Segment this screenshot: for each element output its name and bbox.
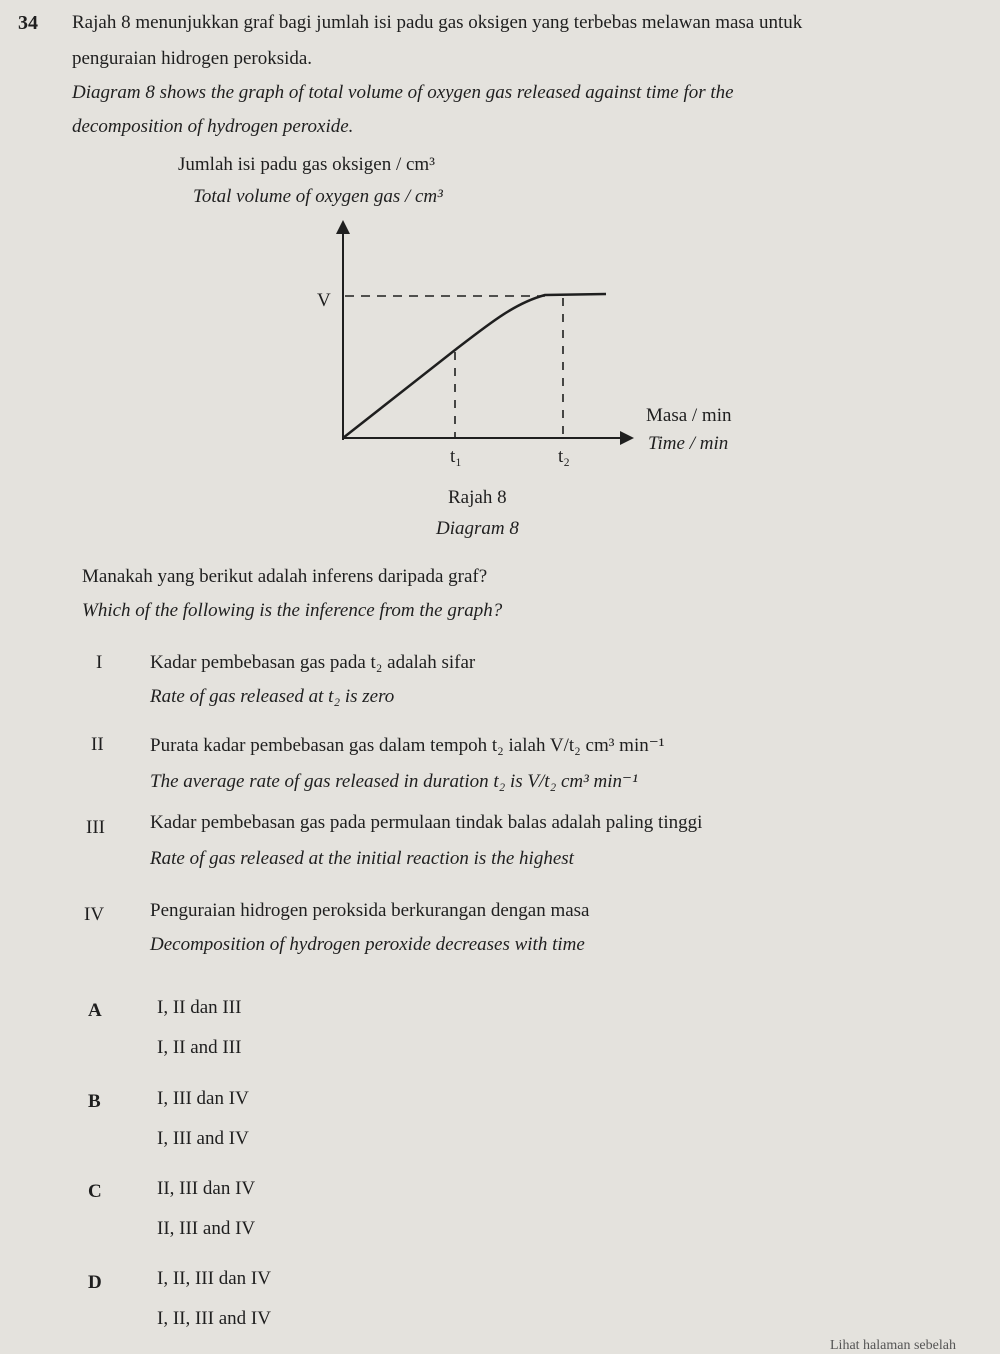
statement-en: Decomposition of hydrogen peroxide decreases with time <box>150 934 585 955</box>
prompt-ms: Manakah yang berikut adalah inferens daripada graf? <box>82 566 488 587</box>
footer-note: Lihat halaman sebelah <box>830 1338 956 1353</box>
y-axis-label-en: Total volume of oxygen gas / cm³ <box>193 186 443 207</box>
statement-ms: Penguraian hidrogen peroksida berkurangan dengan masa <box>150 900 590 921</box>
intro-ms-line1: Rajah 8 menunjukkan graf bagi jumlah isi padu gas oksigen yang terbebas melawan masa untuk <box>72 12 803 33</box>
option-letter-a: A <box>88 1000 102 1021</box>
y-axis-label-ms: Jumlah isi padu gas oksigen / cm³ <box>178 154 435 175</box>
statement-numeral: IV <box>84 904 105 925</box>
statement-numeral: I <box>96 652 103 673</box>
statement-en: The average rate of gas released in duration t₂ is V/t₂ cm³ min⁻¹ <box>150 771 638 792</box>
option-b-ms[interactable]: I, III dan IV <box>157 1088 249 1109</box>
diagram-caption-ms: Rajah 8 <box>448 487 507 508</box>
option-a-ms[interactable]: I, II dan III <box>157 997 242 1018</box>
statement-ms: Purata kadar pembebasan gas dalam tempoh t₂ ialah V/t₂ cm³ min⁻¹ <box>150 735 665 756</box>
option-letter-c: C <box>88 1181 102 1202</box>
option-c-ms[interactable]: II, III dan IV <box>157 1178 256 1199</box>
prompt-en: Which of the following is the inference from the graph? <box>82 600 503 621</box>
option-c-en[interactable]: II, III and IV <box>157 1218 256 1239</box>
statement-numeral: II <box>91 734 104 755</box>
t2-label: t₂ <box>558 446 570 467</box>
statement-numeral: III <box>86 817 105 838</box>
question-number: 34 <box>18 12 38 34</box>
intro-ms-line2: penguraian hidrogen peroksida. <box>72 48 313 69</box>
intro-en-line2: decomposition of hydrogen peroxide. <box>72 116 354 137</box>
option-letter-b: B <box>88 1091 101 1112</box>
option-a-en[interactable]: I, II and III <box>157 1037 242 1058</box>
statement-en: Rate of gas released at the initial reaction is the highest <box>150 848 574 869</box>
volume-time-graph <box>0 0 1000 500</box>
volume-curve <box>343 294 606 438</box>
v-label: V <box>317 290 331 311</box>
option-b-en[interactable]: I, III and IV <box>157 1128 249 1149</box>
intro-en-line1: Diagram 8 shows the graph of total volume of oxygen gas released against time for the <box>72 82 734 103</box>
diagram-caption-en: Diagram 8 <box>436 518 519 539</box>
t1-label: t₁ <box>450 446 462 467</box>
statement-ms: Kadar pembebasan gas pada t₂ adalah sifar <box>150 652 476 673</box>
option-d-en[interactable]: I, II, III and IV <box>157 1308 271 1329</box>
option-letter-d: D <box>88 1272 102 1293</box>
y-axis-arrow <box>336 220 350 234</box>
statement-ms: Kadar pembebasan gas pada permulaan tindak balas adalah paling tinggi <box>150 812 703 833</box>
x-axis-label-ms: Masa / min <box>646 405 732 426</box>
option-d-ms[interactable]: I, II, III dan IV <box>157 1268 271 1289</box>
x-axis-label-en: Time / min <box>648 433 729 454</box>
x-axis-arrow <box>620 431 634 445</box>
statement-en: Rate of gas released at t₂ is zero <box>150 686 395 707</box>
